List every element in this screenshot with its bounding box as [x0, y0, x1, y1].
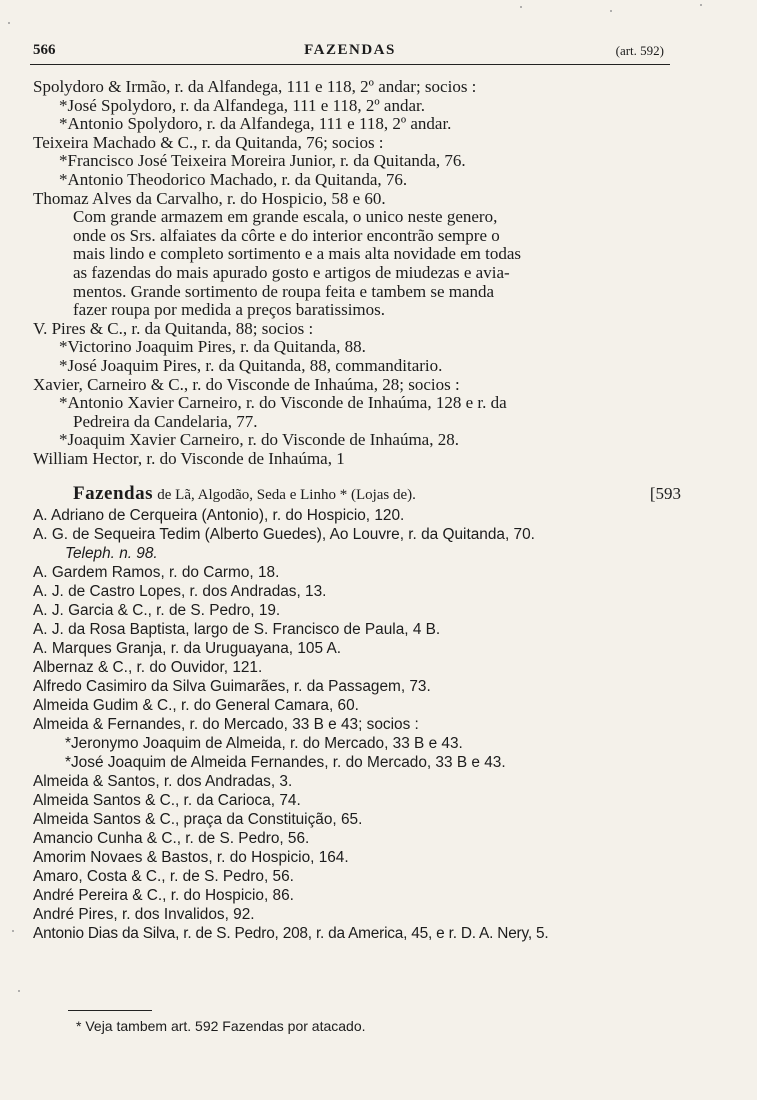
footnote: * Veja tambem art. 592 Fazendas por atacado.	[76, 1018, 366, 1034]
entry-partner: *Victorino Joaquim Pires, r. da Quitanda, 88.	[59, 337, 366, 357]
entry-partner: *José Joaquim Pires, r. da Quitanda, 88, commanditario.	[59, 355, 443, 375]
list-item: André Pereira & C., r. do Hospicio, 86.	[33, 887, 294, 905]
entry: William Hector, r. do Visconde de Inhaúma, 1	[33, 448, 345, 468]
page-number: 566	[33, 42, 56, 58]
list-item-continuation: Teleph. n. 98.	[65, 545, 158, 563]
entry-partner: *Antonio Theodorico Machado, r. da Quitanda, 76.	[59, 169, 408, 189]
section-subtitle: de Lã, Algodão, Seda e Linho * (Lojas de).	[157, 487, 416, 504]
section-heading: Fazendas	[73, 483, 153, 505]
print-speck	[700, 4, 702, 6]
list-item: Almeida Gudim & C., r. do General Camara, 60.	[33, 697, 359, 715]
list-item: Almeida Santos & C., praça da Constituição, 65.	[33, 811, 363, 829]
list-item: Alfredo Casimiro da Silva Guimarães, r. da Passagem, 73.	[33, 678, 431, 696]
list-item: Amorim Novaes & Bastos, r. do Hospicio, 164.	[33, 849, 349, 867]
entry-partner: *Francisco José Teixeira Moreira Junior, r. da Quitanda, 76.	[59, 151, 466, 171]
section-number: [593	[649, 484, 681, 504]
print-speck	[12, 930, 14, 932]
footnote-rule	[68, 1010, 152, 1011]
advert-text: mentos. Grande sortimento de roupa feita e tambem se manda	[73, 281, 495, 301]
list-item: A. J. Garcia & C., r. de S. Pedro, 19.	[33, 602, 281, 620]
entry-partner: *Joaquim Xavier Carneiro, r. do Visconde de Inhaúma, 28.	[59, 430, 459, 450]
list-item: André Pires, r. dos Invalidos, 92.	[33, 906, 255, 924]
print-speck	[520, 6, 522, 8]
page-header	[30, 40, 670, 65]
advert-text: as fazendas do mais apurado gosto e artigos de miudezas e avia-	[73, 262, 510, 282]
entry: Teixeira Machado & C., r. da Quitanda, 76; socios :	[33, 132, 384, 152]
print-speck	[18, 990, 20, 992]
list-item: Amaro, Costa & C., r. de S. Pedro, 56.	[33, 868, 294, 886]
list-item: Amancio Cunha & C., r. de S. Pedro, 56.	[33, 830, 310, 848]
list-item: Antonio Dias da Silva, r. de S. Pedro, 208, r. da America, 45, e r. D. A. Nery, 5.	[33, 925, 549, 943]
list-item: A. Marques Granja, r. da Uruguayana, 105 A.	[33, 640, 341, 658]
print-speck	[8, 22, 10, 24]
list-item: A. J. da Rosa Baptista, largo de S. Francisco de Paula, 4 B.	[33, 621, 441, 639]
advert-text: mais lindo e completo sortimento e a mais alta novidade em todas	[73, 244, 522, 264]
list-item: A. Adriano de Cerqueira (Antonio), r. do Hospicio, 120.	[33, 507, 405, 525]
list-item: Almeida & Santos, r. dos Andradas, 3.	[33, 773, 293, 791]
entry: V. Pires & C., r. da Quitanda, 88; socios :	[33, 318, 314, 338]
list-item: Albernaz & C., r. do Ouvidor, 121.	[33, 659, 263, 677]
entry-partner: *Antonio Spolydoro, r. da Alfandega, 111 e 118, 2º andar.	[59, 114, 452, 134]
advert-text: onde os Srs. alfaiates da côrte e do interior encontrão sempre o	[73, 225, 500, 245]
entry: Spolydoro & Irmão, r. da Alfandega, 111 e 118, 2º andar; socios :	[33, 77, 477, 96]
list-item: Almeida & Fernandes, r. do Mercado, 33 B e 43; socios :	[33, 716, 419, 734]
entry: Thomaz Alves da Carvalho, r. do Hospicio, 58 e 60.	[33, 188, 386, 208]
advert-text: fazer roupa por medida a preços baratissimos.	[73, 300, 386, 320]
entry-continuation: Pedreira da Candelaria, 77.	[73, 411, 258, 431]
list-item: A. Gardem Ramos, r. do Carmo, 18.	[33, 564, 280, 582]
list-item: A. G. de Sequeira Tedim (Alberto Guedes), Ao Louvre, r. da Quitanda, 70.	[33, 526, 535, 544]
list-item-partner: *José Joaquim de Almeida Fernandes, r. do Mercado, 33 B e 43.	[65, 754, 506, 772]
page-body	[33, 78, 693, 943]
entry-partner: *José Spolydoro, r. da Alfandega, 111 e 118, 2º andar.	[59, 95, 425, 115]
list-item-partner: *Jeronymo Joaquim de Almeida, r. do Mercado, 33 B e 43.	[65, 735, 463, 753]
entry: Xavier, Carneiro & C., r. do Visconde de Inhaúma, 28; socios :	[33, 374, 460, 394]
list-item: Almeida Santos & C., r. da Carioca, 74.	[33, 792, 301, 810]
section-heading-row	[33, 482, 693, 506]
list-item: A. J. de Castro Lopes, r. dos Andradas, 13.	[33, 583, 327, 601]
page-title: FAZENDAS	[304, 42, 396, 58]
article-reference: (art. 592)	[615, 43, 664, 58]
merchant-list	[33, 506, 693, 943]
print-speck	[610, 10, 612, 12]
advert-text: Com grande armazem em grande escala, o unico neste genero,	[73, 207, 498, 227]
entry-partner: *Antonio Xavier Carneiro, r. do Visconde de Inhaúma, 128 e r. da	[59, 393, 507, 413]
